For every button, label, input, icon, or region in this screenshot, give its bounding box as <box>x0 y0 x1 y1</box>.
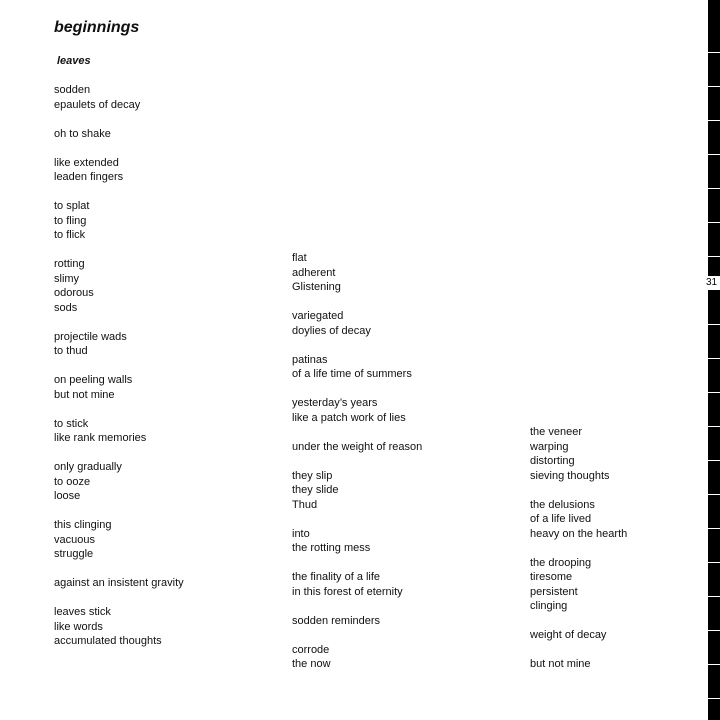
poem-line: under the weight of reason <box>292 440 423 453</box>
poem-line: persistent <box>530 585 578 598</box>
stanza <box>292 251 422 295</box>
stanza <box>54 156 184 185</box>
poem-line: only gradually <box>54 461 122 473</box>
poem-line: projectile wads <box>54 330 127 343</box>
poem-line: the drooping <box>530 556 592 569</box>
stanza <box>292 570 422 599</box>
poem-line: but not mine <box>530 658 591 670</box>
stanza <box>54 417 184 446</box>
poem-line: like a patch work of lies <box>292 411 406 424</box>
stanza <box>292 643 422 672</box>
poem-line: tiresome <box>530 571 573 583</box>
poem-line: they slide <box>292 484 339 496</box>
poem-line: loose <box>54 490 81 502</box>
poem-line: doylies of decay <box>292 324 371 337</box>
poem-line: variegated <box>292 310 344 322</box>
stanza <box>292 614 422 629</box>
poem-line: sodden reminders <box>292 614 381 627</box>
stanza <box>530 425 627 483</box>
section-title: beginnings <box>54 19 140 36</box>
stanza <box>54 330 184 359</box>
stanza <box>292 396 422 425</box>
poem-line: epaulets of decay <box>54 98 141 111</box>
poem-line: to fling <box>54 214 87 227</box>
stanza <box>54 518 184 562</box>
poem-line: to flick <box>54 229 86 241</box>
poem-line: odorous <box>54 287 94 299</box>
poem-line: adherent <box>292 266 336 279</box>
stanza <box>530 556 627 614</box>
poem-line: into <box>292 527 310 540</box>
poem-line: Glistening <box>292 281 341 293</box>
poem-line: sodden <box>54 84 91 96</box>
poem-line: to stick <box>54 417 89 430</box>
stanza <box>54 127 184 142</box>
poem-line: they slip <box>292 469 333 482</box>
stanza <box>292 353 422 382</box>
poem-line: vacuous <box>54 533 95 546</box>
poem-line: against an insistent gravity <box>54 577 184 589</box>
poem-line: flat <box>292 252 307 264</box>
poem-column-3 <box>530 425 627 686</box>
stanza <box>530 628 627 643</box>
poem-line: the now <box>292 658 331 670</box>
poem-line: rotting <box>54 258 85 270</box>
poem-line: in this forest of eternity <box>292 585 403 598</box>
stanza <box>292 440 422 455</box>
poem-line: warping <box>530 440 569 453</box>
stanza <box>292 309 422 338</box>
poem-line: to thud <box>54 345 88 357</box>
stanza <box>54 373 184 402</box>
poem-line: accumulated thoughts <box>54 635 162 647</box>
poem-line: like rank memories <box>54 432 147 444</box>
poem-line: to ooze <box>54 475 91 488</box>
poem-line: oh to shake <box>54 127 111 140</box>
stanza <box>54 83 184 112</box>
poem-line: weight of decay <box>530 629 607 641</box>
stanza <box>54 199 184 243</box>
stanza <box>292 469 422 513</box>
page-edge-thumb-index <box>708 0 720 720</box>
poem-line: to splat <box>54 200 90 212</box>
poem-line: corrode <box>292 643 330 656</box>
stanza <box>530 657 627 672</box>
poem-line: clinging <box>530 600 568 612</box>
poem-line: leaden fingers <box>54 171 124 183</box>
poem-line: patinas <box>292 353 328 366</box>
poem-line: like extended <box>54 156 119 169</box>
poem-line: the finality of a life <box>292 571 381 583</box>
poem-line: on peeling walls <box>54 374 133 386</box>
stanza <box>54 460 184 504</box>
poem-line: Thud <box>292 498 318 511</box>
poem-column-1 <box>54 83 184 663</box>
poem-line: but not mine <box>54 388 115 401</box>
poem-line: slimy <box>54 272 80 285</box>
poem-line: sieving thoughts <box>530 469 610 482</box>
poem-line: the rotting mess <box>292 542 371 554</box>
poem-line: the delusions <box>530 498 595 511</box>
poem-line: of a life time of summers <box>292 368 412 380</box>
stanza <box>54 576 184 591</box>
poem-line: heavy on the hearth <box>530 527 628 540</box>
stanza <box>54 257 184 315</box>
poem-line: distorting <box>530 455 575 467</box>
poem-line: the veneer <box>530 426 582 438</box>
poem-line: leaves stick <box>54 606 111 618</box>
stanza <box>530 498 627 542</box>
poem-line: like words <box>54 620 103 633</box>
poem-column-2 <box>292 251 422 686</box>
page-number: 31 <box>706 276 720 290</box>
poem-line: this clinging <box>54 519 112 531</box>
stanza <box>292 527 422 556</box>
poem-line: struggle <box>54 548 94 560</box>
poem-line: of a life lived <box>530 513 592 525</box>
stanza <box>54 605 184 649</box>
poem-title: leaves <box>57 55 91 67</box>
poem-line: sods <box>54 301 78 314</box>
poem-line: yesterday’s years <box>292 397 378 409</box>
